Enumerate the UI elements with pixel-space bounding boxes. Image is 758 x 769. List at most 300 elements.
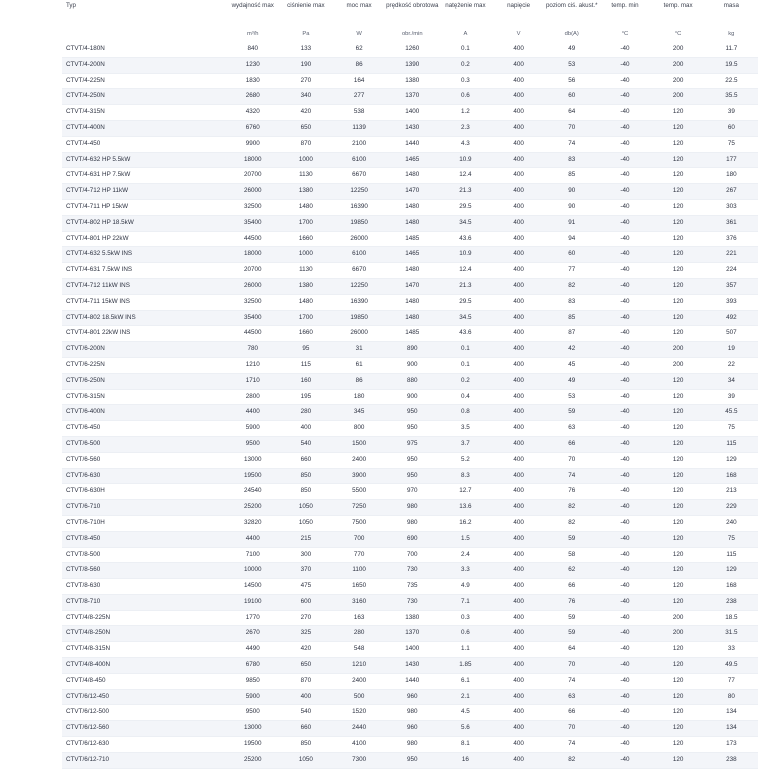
model-name-cell: CTVT/4-801 HP 22kW	[62, 231, 226, 247]
value-cell: 880	[386, 373, 439, 389]
value-cell: 120	[652, 168, 705, 184]
table-row	[62, 389, 758, 405]
value-cell: 39	[705, 105, 758, 121]
value-cell: 340	[279, 89, 332, 105]
value-cell: 95	[279, 342, 332, 358]
value-cell: 173	[705, 737, 758, 753]
value-cell: 134	[705, 721, 758, 737]
value-cell: 120	[652, 215, 705, 231]
value-cell: 85	[545, 310, 598, 326]
value-cell: 280	[333, 626, 386, 642]
table-row	[62, 73, 758, 89]
column-header: Typ	[66, 2, 76, 9]
value-cell: 1485	[386, 326, 439, 342]
value-cell: 2800	[226, 389, 279, 405]
value-cell: 0.6	[439, 89, 492, 105]
value-cell: 224	[705, 263, 758, 279]
model-name-cell: CTVT/6/12-450	[62, 689, 226, 705]
value-cell: 59	[545, 531, 598, 547]
value-cell: 267	[705, 184, 758, 200]
value-cell: 400	[492, 484, 545, 500]
value-cell: 4.9	[439, 579, 492, 595]
model-name-cell: CTVT/6-560	[62, 452, 226, 468]
table-row	[62, 310, 758, 326]
column-header: temp. max	[663, 2, 693, 9]
value-cell: 400	[492, 120, 545, 136]
value-cell: 74	[545, 136, 598, 152]
table-row	[62, 452, 758, 468]
column-unit: Pa	[302, 30, 310, 37]
value-cell: 400	[492, 231, 545, 247]
value-cell: 129	[705, 563, 758, 579]
value-cell: 1370	[386, 89, 439, 105]
table-row	[62, 231, 758, 247]
value-cell: 400	[492, 689, 545, 705]
value-cell: 200	[652, 73, 705, 89]
value-cell: 90	[545, 199, 598, 215]
table-row	[62, 405, 758, 421]
value-cell: 850	[279, 737, 332, 753]
value-cell: 980	[386, 737, 439, 753]
value-cell: 120	[652, 405, 705, 421]
value-cell: 1400	[386, 642, 439, 658]
table-row	[62, 247, 758, 263]
value-cell: 1210	[333, 658, 386, 674]
table-row	[62, 689, 758, 705]
value-cell: 1210	[226, 357, 279, 373]
value-cell: 59	[545, 610, 598, 626]
value-cell: 400	[492, 342, 545, 358]
value-cell: 400	[492, 642, 545, 658]
value-cell: 5.2	[439, 452, 492, 468]
value-cell: 238	[705, 594, 758, 610]
value-cell: 400	[492, 184, 545, 200]
value-cell: 400	[492, 515, 545, 531]
model-name-cell: CTVT/8-710	[62, 594, 226, 610]
value-cell: 120	[652, 563, 705, 579]
model-name-cell: CTVT/4/8-315N	[62, 642, 226, 658]
model-name-cell: CTVT/4-631 7.5kW INS	[62, 263, 226, 279]
value-cell: 8.1	[439, 737, 492, 753]
value-cell: -40	[598, 452, 651, 468]
value-cell: 213	[705, 484, 758, 500]
value-cell: 325	[279, 626, 332, 642]
value-cell: -40	[598, 231, 651, 247]
model-name-cell: CTVT/4-712 11kW INS	[62, 278, 226, 294]
value-cell: 8.3	[439, 468, 492, 484]
table-row	[62, 278, 758, 294]
value-cell: 730	[386, 594, 439, 610]
value-cell: 400	[492, 436, 545, 452]
value-cell: 370	[279, 563, 332, 579]
value-cell: -40	[598, 342, 651, 358]
value-cell: 475	[279, 579, 332, 595]
table-row	[62, 42, 758, 57]
value-cell: -40	[598, 184, 651, 200]
value-cell: 400	[492, 136, 545, 152]
value-cell: 12.7	[439, 484, 492, 500]
value-cell: 35400	[226, 215, 279, 231]
value-cell: 53	[545, 389, 598, 405]
value-cell: 22.5	[705, 73, 758, 89]
value-cell: 0.1	[439, 42, 492, 57]
value-cell: 0.1	[439, 357, 492, 373]
value-cell: 1770	[226, 610, 279, 626]
value-cell: 120	[652, 547, 705, 563]
value-cell: 10.9	[439, 152, 492, 168]
value-cell: 730	[386, 563, 439, 579]
value-cell: 980	[386, 515, 439, 531]
value-cell: 120	[652, 531, 705, 547]
value-cell: 120	[652, 120, 705, 136]
value-cell: 7250	[333, 500, 386, 516]
value-cell: 1830	[226, 73, 279, 89]
value-cell: 82	[545, 500, 598, 516]
value-cell: -40	[598, 673, 651, 689]
value-cell: 9500	[226, 705, 279, 721]
value-cell: -40	[598, 57, 651, 73]
column-unit: °C	[621, 30, 629, 37]
table-row	[62, 105, 758, 121]
value-cell: 115	[279, 357, 332, 373]
value-cell: 1380	[279, 184, 332, 200]
value-cell: 120	[652, 136, 705, 152]
value-cell: 26000	[333, 326, 386, 342]
value-cell: 19500	[226, 737, 279, 753]
value-cell: 1440	[386, 673, 439, 689]
model-name-cell: CTVT/6-630	[62, 468, 226, 484]
value-cell: 1660	[279, 326, 332, 342]
value-cell: 5900	[226, 689, 279, 705]
value-cell: 1380	[386, 610, 439, 626]
value-cell: 400	[492, 673, 545, 689]
value-cell: 345	[333, 405, 386, 421]
value-cell: 221	[705, 247, 758, 263]
table-row	[62, 136, 758, 152]
value-cell: 53	[545, 57, 598, 73]
table-row	[62, 484, 758, 500]
value-cell: 120	[652, 673, 705, 689]
value-cell: 44500	[226, 326, 279, 342]
value-cell: 61	[333, 357, 386, 373]
table-row	[62, 421, 758, 437]
value-cell: 32500	[226, 199, 279, 215]
value-cell: 91	[545, 215, 598, 231]
column-unit: obr./min	[401, 30, 423, 37]
value-cell: 70	[545, 658, 598, 674]
model-name-cell: CTVT/8-560	[62, 563, 226, 579]
table-row	[62, 721, 758, 737]
value-cell: 86	[333, 57, 386, 73]
value-cell: 18.5	[705, 610, 758, 626]
value-cell: 82	[545, 515, 598, 531]
table-row	[62, 468, 758, 484]
value-cell: 400	[492, 405, 545, 421]
value-cell: 120	[652, 436, 705, 452]
value-cell: 650	[279, 120, 332, 136]
value-cell: 361	[705, 215, 758, 231]
model-name-cell: CTVT/4/8-450	[62, 673, 226, 689]
value-cell: 85	[545, 168, 598, 184]
value-cell: 31	[333, 342, 386, 358]
value-cell: -40	[598, 152, 651, 168]
value-cell: 42	[545, 342, 598, 358]
value-cell: 690	[386, 531, 439, 547]
value-cell: 400	[492, 326, 545, 342]
value-cell: -40	[598, 215, 651, 231]
value-cell: 4400	[226, 531, 279, 547]
value-cell: 400	[492, 73, 545, 89]
value-cell: -40	[598, 436, 651, 452]
value-cell: 120	[652, 689, 705, 705]
value-cell: -40	[598, 421, 651, 437]
value-cell: 19	[705, 342, 758, 358]
table-row	[62, 326, 758, 342]
value-cell: 700	[333, 531, 386, 547]
value-cell: 538	[333, 105, 386, 121]
value-cell: 1390	[386, 57, 439, 73]
value-cell: 850	[279, 468, 332, 484]
value-cell: -40	[598, 247, 651, 263]
value-cell: 975	[386, 436, 439, 452]
table-row	[62, 184, 758, 200]
column-header: masa	[723, 2, 739, 9]
value-cell: 120	[652, 500, 705, 516]
value-cell: -40	[598, 278, 651, 294]
model-name-cell: CTVT/6/12-710	[62, 752, 226, 768]
table-row	[62, 752, 758, 768]
value-cell: 58	[545, 547, 598, 563]
column-header: wydajność max	[231, 2, 274, 9]
value-cell: 950	[386, 421, 439, 437]
value-cell: 2670	[226, 626, 279, 642]
value-cell: 0.1	[439, 342, 492, 358]
value-cell: 270	[279, 73, 332, 89]
value-cell: 0.3	[439, 610, 492, 626]
model-name-cell: CTVT/4-631 HP 7.5kW	[62, 168, 226, 184]
value-cell: 400	[492, 389, 545, 405]
value-cell: -40	[598, 373, 651, 389]
value-cell: 10000	[226, 563, 279, 579]
value-cell: 400	[492, 547, 545, 563]
value-cell: 60	[545, 89, 598, 105]
model-name-cell: CTVT/4/8-400N	[62, 658, 226, 674]
table-row	[62, 579, 758, 595]
value-cell: 120	[652, 389, 705, 405]
value-cell: -40	[598, 89, 651, 105]
value-cell: -40	[598, 721, 651, 737]
value-cell: 19850	[333, 215, 386, 231]
model-name-cell: CTVT/4-200N	[62, 57, 226, 73]
value-cell: 4320	[226, 105, 279, 121]
column-unit: A	[463, 30, 468, 37]
model-name-cell: CTVT/4/8-225N	[62, 610, 226, 626]
table-row	[62, 199, 758, 215]
value-cell: 115	[705, 547, 758, 563]
value-cell: 400	[492, 705, 545, 721]
table-row	[62, 626, 758, 642]
table-row	[62, 215, 758, 231]
value-cell: -40	[598, 73, 651, 89]
value-cell: 200	[652, 89, 705, 105]
value-cell: 0.2	[439, 57, 492, 73]
value-cell: 80	[705, 689, 758, 705]
value-cell: 950	[386, 468, 439, 484]
value-cell: 43.6	[439, 231, 492, 247]
value-cell: 59	[545, 405, 598, 421]
value-cell: 1430	[386, 120, 439, 136]
table-row	[62, 120, 758, 136]
model-name-cell: CTVT/4-450	[62, 136, 226, 152]
value-cell: 83	[545, 294, 598, 310]
value-cell: 63	[545, 421, 598, 437]
value-cell: 200	[652, 357, 705, 373]
value-cell: -40	[598, 468, 651, 484]
value-cell: 77	[705, 673, 758, 689]
value-cell: 5500	[333, 484, 386, 500]
value-cell: 400	[279, 689, 332, 705]
value-cell: 45.5	[705, 405, 758, 421]
value-cell: 1.2	[439, 105, 492, 121]
value-cell: 33	[705, 642, 758, 658]
value-cell: 2.1	[439, 689, 492, 705]
table-row	[62, 152, 758, 168]
value-cell: 238	[705, 752, 758, 768]
value-cell: 400	[492, 737, 545, 753]
table-row	[62, 500, 758, 516]
value-cell: 400	[492, 563, 545, 579]
value-cell: 400	[492, 373, 545, 389]
value-cell: 1400	[386, 105, 439, 121]
value-cell: -40	[598, 689, 651, 705]
value-cell: 400	[492, 263, 545, 279]
column-header: temp. min	[611, 2, 639, 9]
value-cell: 90	[545, 184, 598, 200]
value-cell: 735	[386, 579, 439, 595]
value-cell: 7300	[333, 752, 386, 768]
value-cell: 540	[279, 705, 332, 721]
column-unit: kg	[728, 30, 735, 37]
value-cell: 650	[279, 658, 332, 674]
value-cell: 16390	[333, 199, 386, 215]
value-cell: 60	[545, 247, 598, 263]
value-cell: 1470	[386, 184, 439, 200]
value-cell: 770	[333, 547, 386, 563]
value-cell: 1050	[279, 515, 332, 531]
value-cell: 1660	[279, 231, 332, 247]
value-cell: 16	[439, 752, 492, 768]
value-cell: 1480	[386, 263, 439, 279]
value-cell: 70	[545, 452, 598, 468]
value-cell: 120	[652, 184, 705, 200]
value-cell: 11.7	[705, 42, 758, 57]
value-cell: 120	[652, 579, 705, 595]
value-cell: 26000	[226, 278, 279, 294]
value-cell: 870	[279, 673, 332, 689]
value-cell: 18000	[226, 247, 279, 263]
model-name-cell: CTVT/4-180N	[62, 42, 226, 57]
value-cell: 960	[386, 721, 439, 737]
value-cell: 120	[652, 468, 705, 484]
value-cell: 120	[652, 247, 705, 263]
value-cell: 400	[492, 452, 545, 468]
model-name-cell: CTVT/6-450	[62, 421, 226, 437]
value-cell: -40	[598, 294, 651, 310]
value-cell: 22	[705, 357, 758, 373]
value-cell: 34	[705, 373, 758, 389]
value-cell: 270	[279, 610, 332, 626]
value-cell: 1480	[386, 310, 439, 326]
value-cell: 507	[705, 326, 758, 342]
value-cell: 5.6	[439, 721, 492, 737]
column-header: ciśnienie max	[287, 2, 325, 9]
model-name-cell: CTVT/6-630H	[62, 484, 226, 500]
value-cell: 2440	[333, 721, 386, 737]
table-body	[62, 42, 758, 768]
value-cell: -40	[598, 594, 651, 610]
model-name-cell: CTVT/4-632 HP 5.5kW	[62, 152, 226, 168]
value-cell: 6670	[333, 263, 386, 279]
model-name-cell: CTVT/6-315N	[62, 389, 226, 405]
value-cell: 492	[705, 310, 758, 326]
value-cell: 49	[545, 373, 598, 389]
value-cell: 56	[545, 73, 598, 89]
model-name-cell: CTVT/4/8-250N	[62, 626, 226, 642]
value-cell: 870	[279, 136, 332, 152]
value-cell: 49	[545, 42, 598, 57]
value-cell: 120	[652, 326, 705, 342]
model-name-cell: CTVT/4-400N	[62, 120, 226, 136]
table-row	[62, 373, 758, 389]
model-name-cell: CTVT/8-630	[62, 579, 226, 595]
value-cell: 1465	[386, 247, 439, 263]
value-cell: 400	[492, 579, 545, 595]
value-cell: 120	[652, 484, 705, 500]
value-cell: 420	[279, 642, 332, 658]
value-cell: -40	[598, 626, 651, 642]
value-cell: 700	[386, 547, 439, 563]
value-cell: 200	[652, 626, 705, 642]
value-cell: 32820	[226, 515, 279, 531]
value-cell: 215	[279, 531, 332, 547]
value-cell: 229	[705, 500, 758, 516]
value-cell: 120	[652, 310, 705, 326]
value-cell: 0.4	[439, 389, 492, 405]
value-cell: 26000	[333, 231, 386, 247]
value-cell: 16.2	[439, 515, 492, 531]
value-cell: 32500	[226, 294, 279, 310]
value-cell: 14500	[226, 579, 279, 595]
value-cell: 64	[545, 105, 598, 121]
value-cell: 2.4	[439, 547, 492, 563]
value-cell: 2400	[333, 673, 386, 689]
value-cell: 190	[279, 57, 332, 73]
value-cell: -40	[598, 405, 651, 421]
value-cell: 120	[652, 752, 705, 768]
value-cell: 70	[545, 721, 598, 737]
value-cell: -40	[598, 752, 651, 768]
value-cell: 0.2	[439, 373, 492, 389]
value-cell: 1480	[386, 294, 439, 310]
value-cell: 300	[279, 547, 332, 563]
value-cell: 200	[652, 342, 705, 358]
value-cell: 12250	[333, 278, 386, 294]
value-cell: 3160	[333, 594, 386, 610]
value-cell: 1000	[279, 247, 332, 263]
value-cell: 25200	[226, 500, 279, 516]
value-cell: -40	[598, 136, 651, 152]
value-cell: 1139	[333, 120, 386, 136]
